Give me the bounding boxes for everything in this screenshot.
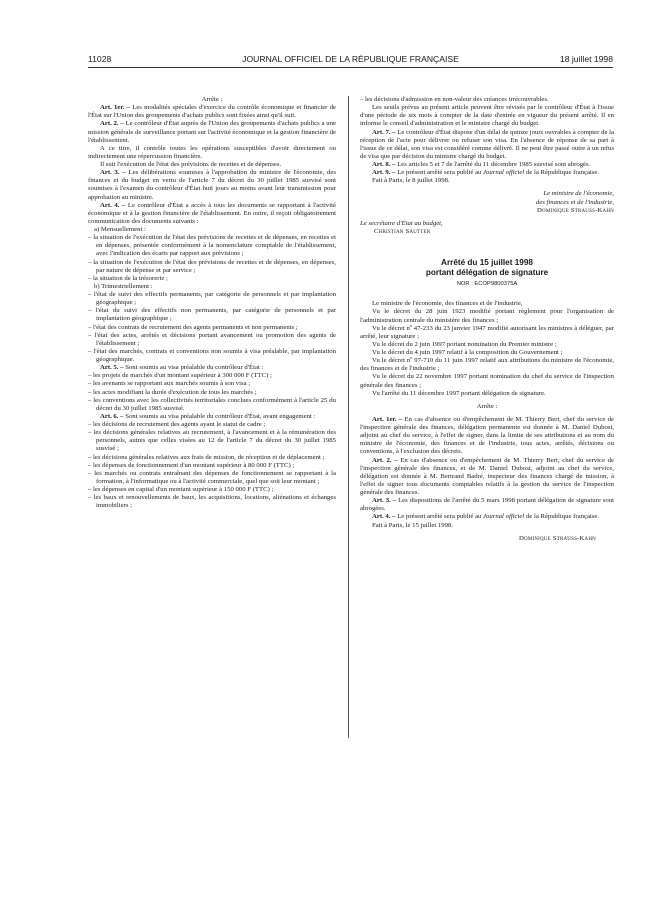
minister-signature: Dominique Strauss-Kahn <box>536 206 614 214</box>
signature-2: Dominique Strauss-Kahn <box>518 534 596 542</box>
article-1: Art. 1er. – Les modalités spéciales d'exercice du contrôle économique et financier de l'État sur l'Union des groupements d'achats publics sont fixées ainsi qu'il suit. <box>88 104 336 120</box>
right-column <box>360 96 614 543</box>
article-8: Art. 8. – Les articles 5 et 7 de l'arrêté du 11 décembre 1985 susvisé sont abrogés. <box>372 161 591 168</box>
decree-article-2: Art. 2. – En cas d'absence ou d'empêchement de M. Thierry Bert, chef du service de l'inspection générale des finances, et de M. Daniel Dubost, adjoint au chef du service, délégation est donnée à M. Bertrand Badré, inspecteur des finances chargé de mission, à l'effet de signer tous documents comptables relatifs à la gestion du service de l'inspection générale des finances. <box>360 456 614 497</box>
vu-line: Vu le décret du 2 juin 1997 portant nomination du Premier ministre ; <box>372 340 557 348</box>
left-column <box>88 96 336 510</box>
fait-line: Fait à Paris, le 8 juillet 1998. <box>372 177 450 185</box>
vu-line: Vu l'arrêté du 11 décembre 1997 portant délégation de signature. <box>372 389 546 397</box>
list-item: – la situation de la trésorerie ; <box>88 274 168 282</box>
list-item: – l'état du suivi des effectifs non permanents, par catégorie de personnels et par implantation géographique ; <box>88 307 336 323</box>
list-item: – les dépenses en capital d'un montant supérieur à 150 000 F (TTC) ; <box>88 486 274 493</box>
list-item: – les actes modifiant la durée d'exécution de tous les marchés ; <box>88 388 257 396</box>
list-item: – l'état des actes, arrêtés et décisions portant avancement ou promotion des agents de l'établissement ; <box>88 331 336 347</box>
article-2-para-3: Il suit l'exécution de l'état des prévisions de recettes et de dépenses. <box>100 161 282 168</box>
article-9: Art. 9. – Le présent arrêté sera publié au Journal officiel de la République française. <box>372 169 600 177</box>
list-item: – l'état des contrats de recrutement des agents permanents et non permanents ; <box>88 323 298 331</box>
article-4: Art. 4. – Le contrôleur d'État a accès à tous les documents se rapportant à l'activité économique et à la gestion financière de l'établissement. En outre, il reçoit obligatoirement communication des documents suivants : <box>88 201 336 225</box>
arrete-heading-2: Arrête : <box>476 402 498 410</box>
seuils-paragraph: Les seuils prévus au présent article peuvent être révisés par le contrôleur d'État à l'issue d'une période de six mois à compter de la date d'entrée en vigueur du présent arrêté. Il en informe le conseil d'administration et le ministre chargé du budget. <box>360 104 614 128</box>
list-item: – la situation de l'exécution de l'état des prévisions de recettes et de dépenses, en recettes et en dépenses, présentée conformément à la nomenclature comptable de l'établissement, avec l'indication des écarts par rapport aux prévisions ; <box>88 234 336 258</box>
column-separator <box>348 96 349 738</box>
intro-line: Le ministre de l'économie, des finances et de l'industrie, <box>372 300 523 308</box>
article-6: Art. 6. – Sont soumis au visa préalable du contrôleur d'État, avant engagement : <box>100 412 316 420</box>
list-a-label: a) Mensuellement : <box>94 226 146 233</box>
list-item: – les décisions d'admission en non-valeur des créances irrécouvrables. <box>360 96 549 103</box>
vu-line: Vu le décret nº 97-710 du 11 juin 1997 relatif aux attributions du ministre de l'économie, des finances et de l'industrie ; <box>360 357 614 373</box>
journal-title: JOURNAL OFFICIEL DE LA RÉPUBLIQUE FRANÇAISE <box>242 54 459 64</box>
list-item: – les décisions générales relatives au recrutement, à l'avancement et à la rémunération des personnels, autres que celles visées au 12 de l'article 7 du décret du 30 juillet 1985 susvisé ; <box>88 429 336 453</box>
decree-subtitle: portant délégation de signature <box>425 267 549 277</box>
article-7: Art. 7. – Le contrôleur d'État dispose d'un délai de quinze jours ouvrables à compter de la réception de l'acte pour délivrer ou refuser son visa. En l'absence de réponse de sa part à l'issue de ce délai, son visa est considéré comme délivré. Il ne peut être passé outre à un refus de visa que par décision du ministre chargé du budget. <box>360 128 614 160</box>
list-item: – les baux et renouvellements de baux, les acquisitions, locations, aliénations et échanges immobiliers ; <box>88 494 336 510</box>
vu-line: Vu le décret du 4 juin 1997 relatif à la composition du Gouvernement ; <box>372 349 563 357</box>
secretary-signature: Christian Sautter <box>374 227 431 235</box>
fait-line-2: Fait à Paris, le 15 juillet 1998. <box>372 521 453 529</box>
list-item: – les conventions avec les collectivités territoriales conclues conformément à l'article 25 du décret du 30 juillet 1985 susvisé. <box>88 396 336 412</box>
list-item: – la situation de l'exécution de l'état des prévisions de recettes et de dépenses, en dépenses, par nature de dépense et par service ; <box>88 258 336 274</box>
article-2: Art. 2. – Le contrôleur d'État auprès de l'Union des groupements d'achats publics a une mission générale de surveillance portant sur l'activité économique et la gestion financière de l'établissement. <box>88 120 336 144</box>
list-item: – les décisions de recrutement des agents ayant le statut de cadre ; <box>88 421 266 428</box>
article-3: Art. 3. – Les délibérations soumises à l'approbation du ministre de l'économie, des finances et du budget en vertu de l'article 7 du décret du 30 juillet 1985 susvisé sont soumises à l'examen du contrôleur d'État huit jours au moins avant leur transmission pour approbation au ministre. <box>88 169 336 201</box>
list-item: – l'état de suivi des effectifs permanents, par catégorie de personnels et par implantation géographique ; <box>88 291 336 307</box>
list-item: – les avenants se rapportant aux marchés soumis à son visa ; <box>88 380 251 388</box>
vu-line: Vu le décret nº 47-233 du 23 janvier 1947 modifié autorisant les ministres à déléguer, par arrêté, leur signature ; <box>360 324 614 340</box>
page-number: 11028 <box>88 54 112 64</box>
secretary-title: Le secrétaire d'État au budget, <box>360 219 443 227</box>
issue-date: 18 juillet 1998 <box>559 54 613 64</box>
decree-article-4: Art. 4. – Le présent arrêté sera publié au Journal officiel de la République française. <box>372 513 600 521</box>
list-b-label: b) Trimestriellement : <box>94 282 153 290</box>
decree-article-3: Art. 3. – Les dispositions de l'arrêté du 5 mars 1998 portant délégation de signature sont abrogées. <box>360 497 614 513</box>
arrete-heading: Arrête : <box>201 96 223 103</box>
header-rule <box>88 67 613 68</box>
article-2-para-2: A ce titre, il contrôle toutes les opérations susceptibles d'avoir directement ou indirectement une répercussion financière. <box>88 144 336 160</box>
list-item: – les décisions générales relatives aux frais de mission, de réception et de déplacement ; <box>88 453 325 461</box>
list-item: – les projets de marchés d'un montant supérieur à 300 000 F (TTC) ; <box>88 372 272 380</box>
nor-reference: NOR : ECOP9800375A <box>456 281 518 288</box>
vu-line: Vu le décret du 28 juin 1923 modifié portant règlement pour l'organisation de l'administration centrale du ministère des finances ; <box>360 308 614 324</box>
decree-article-1: Art. 1er. – En cas d'absence ou d'empêchement de M. Thierry Bert, chef du service de l'inspection générale des finances, délégation permanente est donnée à M. Daniel Dubost, adjoint au chef du service, à l'effet de signer, dans la limite de ses attributions et au nom du ministre de l'économie, des finances et de l'industrie, tous actes, arrêtés, décisions ou conventions, à l'exclusion des décrets. <box>360 415 614 456</box>
list-item: – les dépenses de fonctionnement d'un montant supérieur à 80 000 F (TTC) ; <box>88 461 295 469</box>
list-item: – l'état des marchés, contrats et conventions non soumis à visa préalable, par implantation géographique. <box>88 347 336 363</box>
decree-title: Arrêté du 15 juillet 1998 <box>441 258 533 267</box>
list-item: – les marchés ou contrats entraînant des dépenses de fonctionnement se rapportant à la formation, à l'informatique ou à l'activité commerciale, quel que soit leur montant ; <box>88 469 336 485</box>
minister-title: Le ministre de l'économie, <box>543 190 614 198</box>
minister-title-2: des finances et de l'industrie, <box>535 198 614 206</box>
article-5: Art. 5. – Sont soumis au visa préalable du contrôleur d'État : <box>100 364 264 372</box>
page-header <box>88 54 613 68</box>
vu-line: Vu le décret du 22 novembre 1997 portant nomination du chef du service de l'inspection générale des finances ; <box>360 373 614 389</box>
